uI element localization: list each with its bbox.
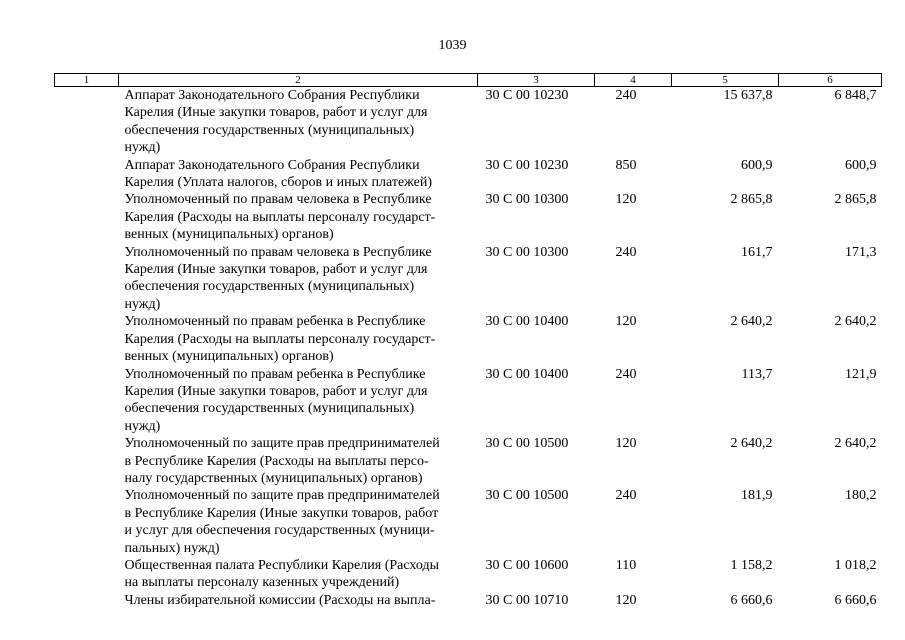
expense-name-line: Карелия (Иные закупки товаров, работ и услуг для <box>124 262 428 278</box>
expense-name-cell <box>119 557 478 592</box>
expense-name-line: обеспечения государственных (муниципальных) <box>124 122 415 138</box>
table-row <box>55 487 882 557</box>
expense-type-cell: 240 <box>615 366 637 382</box>
expense-name-line: Уполномоченный по правам ребенка в Республике <box>124 366 426 382</box>
row-code-cell <box>55 244 119 314</box>
target-article-cell: 30 С 00 10300 <box>485 192 569 208</box>
row-code-cell <box>55 366 119 436</box>
amount-year1-cell: 113,7 <box>741 366 773 382</box>
expense-name-cell <box>119 366 478 436</box>
row-code-cell <box>55 157 119 192</box>
expense-name-cell <box>119 244 478 314</box>
target-article-cell: 30 С 00 10500 <box>485 488 569 504</box>
target-article-cell: 30 С 00 10300 <box>485 244 569 260</box>
expense-type-cell: 240 <box>615 488 637 504</box>
row-code-cell <box>55 313 119 365</box>
expense-name-cell <box>119 157 478 192</box>
budget-table <box>54 73 882 609</box>
expense-name-line: Уполномоченный по правам человека в Республике <box>124 244 432 260</box>
table-row <box>55 87 882 157</box>
expense-type-cell: 850 <box>615 157 637 173</box>
table-row <box>55 366 882 436</box>
amount-year2-cell: 2 640,2 <box>834 314 877 330</box>
expense-name-line: Карелия (Расходы на выплаты персоналу государст- <box>124 331 436 347</box>
table-row <box>55 435 882 487</box>
expense-name-line: в Республике Карелия (Иные закупки товаров, работ <box>124 505 439 521</box>
target-article-cell: 30 С 00 10230 <box>485 88 569 103</box>
expense-name-line: Карелия (Иные закупки товаров, работ и услуг для <box>124 383 428 399</box>
amount-year2-cell: 600,9 <box>845 157 877 173</box>
expense-name-line: пальных) нужд) <box>124 540 220 556</box>
expense-type-cell: 120 <box>615 592 637 608</box>
expense-name-line: налу государственных (муниципальных) органов) <box>124 470 423 486</box>
amount-year1-cell: 2 640,2 <box>730 314 773 330</box>
expense-type-cell: 110 <box>615 557 637 573</box>
expense-name-cell <box>119 435 478 487</box>
amount-year1-cell: 15 637,8 <box>723 88 773 103</box>
column-number-4: 4 <box>595 74 672 87</box>
table-row <box>55 191 882 243</box>
amount-year1-cell: 181,9 <box>741 488 773 504</box>
amount-year2-cell: 171,3 <box>845 244 877 260</box>
row-code-cell <box>55 87 119 157</box>
column-number-1: 1 <box>55 74 119 87</box>
target-article-cell: 30 С 00 10400 <box>485 366 569 382</box>
expense-name-line: Уполномоченный по защите прав предпринимателей <box>124 488 440 504</box>
expense-name-line: в Республике Карелия (Расходы на выплаты персо- <box>124 453 429 469</box>
row-code-cell <box>55 557 119 592</box>
expense-name-cell <box>119 191 478 243</box>
amount-year2-cell: 2 865,8 <box>834 192 877 208</box>
amount-year2-cell: 1 018,2 <box>834 557 877 573</box>
table-body <box>55 87 882 610</box>
amount-year1-cell: 161,7 <box>741 244 773 260</box>
expense-name-line: и услуг для обеспечения государственных (муници- <box>124 523 435 539</box>
expense-name-cell <box>119 87 478 157</box>
amount-year2-cell: 6 848,7 <box>834 88 877 103</box>
page-number: 1039 <box>438 38 467 53</box>
amount-year2-cell: 180,2 <box>845 488 877 504</box>
column-number-6: 6 <box>779 74 882 87</box>
amount-year2-cell: 6 660,6 <box>834 592 877 608</box>
amount-year1-cell: 6 660,6 <box>730 592 773 608</box>
target-article-cell: 30 С 00 10710 <box>485 592 569 608</box>
amount-year1-cell: 1 158,2 <box>730 557 773 573</box>
expense-type-cell: 120 <box>615 436 637 452</box>
table-row <box>55 557 882 592</box>
expense-name-line: нужд) <box>124 418 161 434</box>
expense-name-line: нужд) <box>124 140 161 156</box>
amount-year2-cell: 2 640,2 <box>834 436 877 452</box>
table-row <box>55 157 882 192</box>
expense-name-line: обеспечения государственных (муниципальных) <box>124 279 415 295</box>
expense-name-line: Общественная палата Республики Карелия (Расходы <box>124 557 439 573</box>
expense-name-line: Карелия (Уплата налогов, сборов и иных платежей) <box>124 175 433 191</box>
expense-name-line: Карелия (Расходы на выплаты персоналу государст- <box>124 209 436 225</box>
row-code-cell <box>55 435 119 487</box>
expense-name-line: Карелия (Иные закупки товаров, работ и услуг для <box>124 105 428 121</box>
expense-name-line: Уполномоченный по правам человека в Республике <box>124 192 432 208</box>
amount-year2-cell: 121,9 <box>845 366 877 382</box>
expense-type-cell: 120 <box>615 314 637 330</box>
row-code-cell <box>55 487 119 557</box>
table-row <box>55 592 882 609</box>
expense-name-line: Уполномоченный по правам ребенка в Республике <box>124 314 426 330</box>
row-code-cell <box>55 592 119 609</box>
amount-year1-cell: 2 640,2 <box>730 436 773 452</box>
row-code-cell <box>55 191 119 243</box>
target-article-cell: 30 С 00 10400 <box>485 314 569 330</box>
column-number-row <box>55 74 882 87</box>
column-number-2: 2 <box>119 74 478 87</box>
table-header <box>55 74 882 87</box>
expense-name-line: венных (муниципальных) органов) <box>124 227 334 243</box>
expense-name-line: обеспечения государственных (муниципальных) <box>124 401 415 417</box>
expense-type-cell: 240 <box>615 244 637 260</box>
column-number-3: 3 <box>478 74 595 87</box>
expense-name-cell <box>119 313 478 365</box>
expense-name-cell <box>119 487 478 557</box>
expense-name-cell <box>119 592 478 609</box>
target-article-cell: 30 С 00 10500 <box>485 436 569 452</box>
expense-name-line: Члены избирательной комиссии (Расходы на выпла- <box>124 592 436 608</box>
expense-name-line: венных (муниципальных) органов) <box>124 349 334 365</box>
expense-name-line: Аппарат Законодательного Собрания Республики <box>124 88 420 103</box>
target-article-cell: 30 С 00 10600 <box>485 557 569 573</box>
expense-name-line: Уполномоченный по защите прав предпринимателей <box>124 436 440 452</box>
amount-year1-cell: 600,9 <box>741 157 773 173</box>
target-article-cell: 30 С 00 10230 <box>485 157 569 173</box>
expense-type-cell: 240 <box>615 88 637 103</box>
expense-name-line: нужд) <box>124 296 161 312</box>
expense-name-line: на выплаты персоналу казенных учреждений) <box>124 575 400 591</box>
expense-type-cell: 120 <box>615 192 637 208</box>
table-row <box>55 313 882 365</box>
table-row <box>55 244 882 314</box>
amount-year1-cell: 2 865,8 <box>730 192 773 208</box>
column-number-5: 5 <box>672 74 779 87</box>
expense-name-line: Аппарат Законодательного Собрания Республики <box>124 157 420 173</box>
